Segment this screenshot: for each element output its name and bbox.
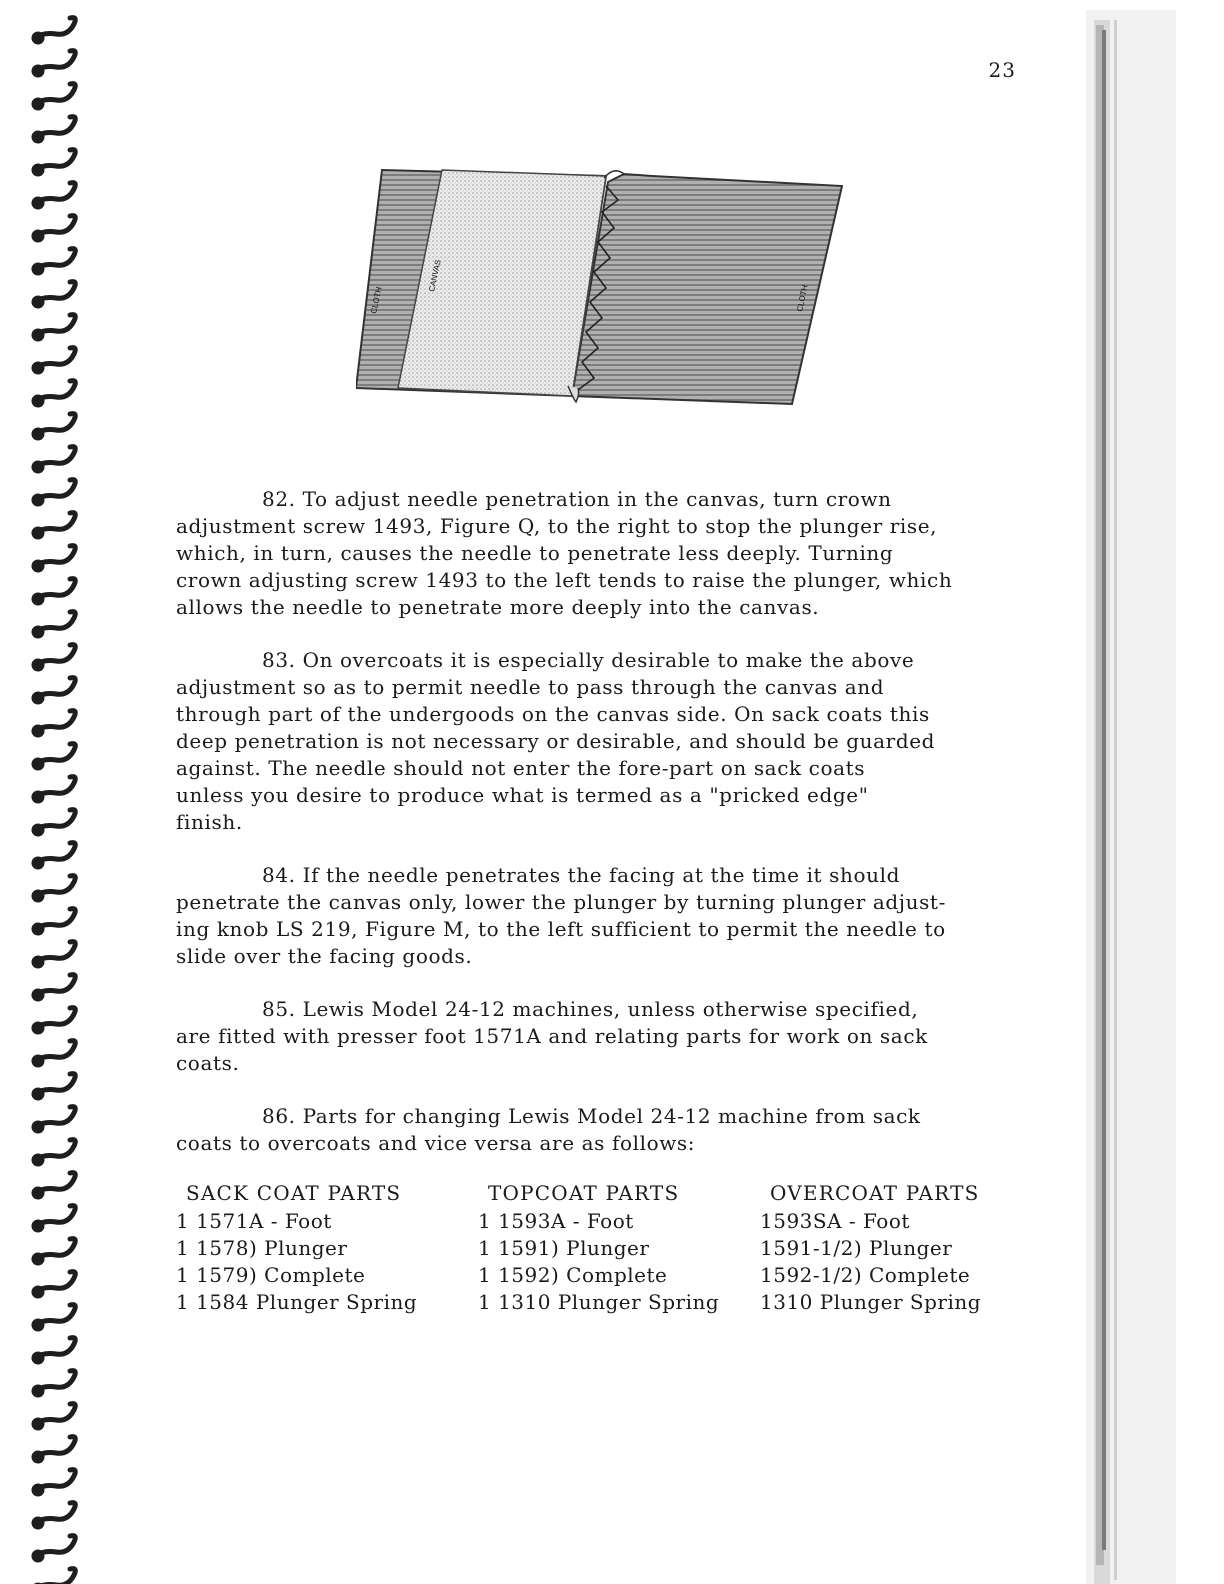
paragraph-line: Parts for changing Lewis Model 24-12 machine from sack xyxy=(302,1104,921,1128)
binding-hole xyxy=(34,1057,42,1065)
binding-hole xyxy=(34,1321,42,1329)
figure-label-canvas: CANVAS xyxy=(427,258,443,293)
binding-hole xyxy=(34,1123,42,1131)
binding-hole xyxy=(34,1387,42,1395)
column-header: TOPCOAT PARTS xyxy=(488,1181,680,1205)
binding-hole xyxy=(34,1222,42,1230)
binding-hole xyxy=(34,1189,42,1197)
paragraph-line: adjustment screw 1493, Figure Q, to the right to stop the plunger rise, xyxy=(176,514,938,538)
binding-hole xyxy=(34,1288,42,1296)
parts-row: 1592-1/2) Complete xyxy=(760,1263,971,1287)
parts-row: 1 1584 Plunger Spring xyxy=(176,1290,418,1314)
parts-column-overcoat xyxy=(760,1180,981,1316)
paragraph-82 xyxy=(176,486,1046,621)
paragraph-line: Lewis Model 24-12 machines, unless otherwise specified, xyxy=(302,997,919,1021)
paragraph-line: through part of the undergoods on the canvas side. On sack coats this xyxy=(176,702,930,726)
binding-hole xyxy=(34,496,42,504)
binding-hole xyxy=(34,991,42,999)
binding-hole xyxy=(34,265,42,273)
binding-hole xyxy=(34,1420,42,1428)
parts-column-sack-coat xyxy=(176,1180,417,1316)
binding-hole xyxy=(34,67,42,75)
parts-row: 1 1593A - Foot xyxy=(478,1209,634,1233)
binding-hole xyxy=(34,958,42,966)
paragraph-line: finish. xyxy=(176,810,243,834)
paragraph-line: slide over the facing goods. xyxy=(176,944,473,968)
binding-hole xyxy=(34,133,42,141)
paragraph-line: against. The needle should not enter the fore-part on sack coats xyxy=(176,756,866,780)
binding-hole xyxy=(34,1552,42,1560)
binding-hole xyxy=(34,1156,42,1164)
binding-hole xyxy=(34,628,42,636)
parts-row: 1593SA - Foot xyxy=(760,1209,910,1233)
binding-hole xyxy=(34,1486,42,1494)
binding-hole xyxy=(34,1255,42,1263)
page-number: 23 xyxy=(988,58,1016,82)
binding-hole xyxy=(34,562,42,570)
binding-hole xyxy=(34,826,42,834)
binding-hole xyxy=(34,1453,42,1461)
binding-hole xyxy=(34,859,42,867)
parts-row: 1 1310 Plunger Spring xyxy=(478,1290,720,1314)
binding-hole xyxy=(34,760,42,768)
paragraph-number: 82. xyxy=(262,487,296,511)
binding-hole xyxy=(34,727,42,735)
parts-row: 1 1591) Plunger xyxy=(478,1236,650,1260)
parts-row: 1310 Plunger Spring xyxy=(760,1290,982,1314)
binding-hole xyxy=(34,232,42,240)
binding-hole xyxy=(34,1354,42,1362)
figure-cloth-canvas xyxy=(356,164,852,414)
binding-hole xyxy=(34,529,42,537)
figure-label-cloth-right: CLOTH xyxy=(795,284,810,313)
paragraph-line: coats to overcoats and vice versa are as follows: xyxy=(176,1131,696,1155)
binding-hole xyxy=(34,1024,42,1032)
binding-hole xyxy=(34,430,42,438)
paragraph-line: On overcoats it is especially desirable to make the above xyxy=(302,648,915,672)
binding-hole xyxy=(34,595,42,603)
paragraph-line: To adjust needle penetration in the canvas, turn crown xyxy=(302,487,892,511)
binding-hole xyxy=(34,364,42,372)
paragraph-line: ing knob LS 219, Figure M, to the left sufficient to permit the needle to xyxy=(176,917,946,941)
binding-hole xyxy=(34,925,42,933)
binding-hole xyxy=(34,199,42,207)
paragraph-line: allows the needle to penetrate more deeply into the canvas. xyxy=(176,595,820,619)
parts-row: 1 1592) Complete xyxy=(478,1263,668,1287)
binding-hole xyxy=(34,100,42,108)
binding-hole xyxy=(34,34,42,42)
paragraph-line: crown adjusting screw 1493 to the left tends to raise the plunger, which xyxy=(176,568,953,592)
paragraph-number: 84. xyxy=(262,863,296,887)
paragraph-number: 83. xyxy=(262,648,296,672)
binding-hole xyxy=(34,694,42,702)
paragraph-84 xyxy=(176,862,1046,970)
paragraph-line: penetrate the canvas only, lower the plunger by turning plunger adjust- xyxy=(176,890,946,914)
paragraph-line: unless you desire to produce what is termed as a "pricked edge" xyxy=(176,783,869,807)
binding-hole xyxy=(34,793,42,801)
binding-hole xyxy=(34,298,42,306)
binding-hole xyxy=(34,166,42,174)
binding-hole xyxy=(34,661,42,669)
parts-row: 1591-1/2) Plunger xyxy=(760,1236,953,1260)
parts-row: 1 1578) Plunger xyxy=(176,1236,348,1260)
parts-row: 1 1571A - Foot xyxy=(176,1209,332,1233)
binding-hole xyxy=(34,463,42,471)
binding-hole xyxy=(34,397,42,405)
paragraph-line: are fitted with presser foot 1571A and relating parts for work on sack xyxy=(176,1024,928,1048)
paragraph-83 xyxy=(176,647,1046,836)
figure-label-cloth-left: CLOTH xyxy=(369,286,384,315)
binding-hole xyxy=(34,1519,42,1527)
paragraph-line: deep penetration is not necessary or desirable, and should be guarded xyxy=(176,729,936,753)
binding-hole xyxy=(34,331,42,339)
paragraph-85 xyxy=(176,996,1046,1077)
binding-coil xyxy=(34,1569,75,1584)
paragraph-number: 86. xyxy=(262,1104,296,1128)
paragraph-number: 85. xyxy=(262,997,296,1021)
paragraph-line: which, in turn, causes the needle to penetrate less deeply. Turning xyxy=(176,541,894,565)
parts-column-topcoat xyxy=(478,1180,719,1316)
binding-hole xyxy=(34,892,42,900)
page-edge-shadow xyxy=(1066,0,1224,1584)
binding-hole xyxy=(34,1090,42,1098)
paragraph-86 xyxy=(176,1103,1046,1157)
spiral-binding xyxy=(0,0,95,1584)
paragraph-line: If the needle penetrates the facing at the time it should xyxy=(302,863,901,887)
column-header: SACK COAT PARTS xyxy=(186,1181,402,1205)
paragraph-line: adjustment so as to permit needle to pass through the canvas and xyxy=(176,675,885,699)
paragraph-line: coats. xyxy=(176,1051,240,1075)
column-header: OVERCOAT PARTS xyxy=(770,1181,980,1205)
parts-row: 1 1579) Complete xyxy=(176,1263,366,1287)
